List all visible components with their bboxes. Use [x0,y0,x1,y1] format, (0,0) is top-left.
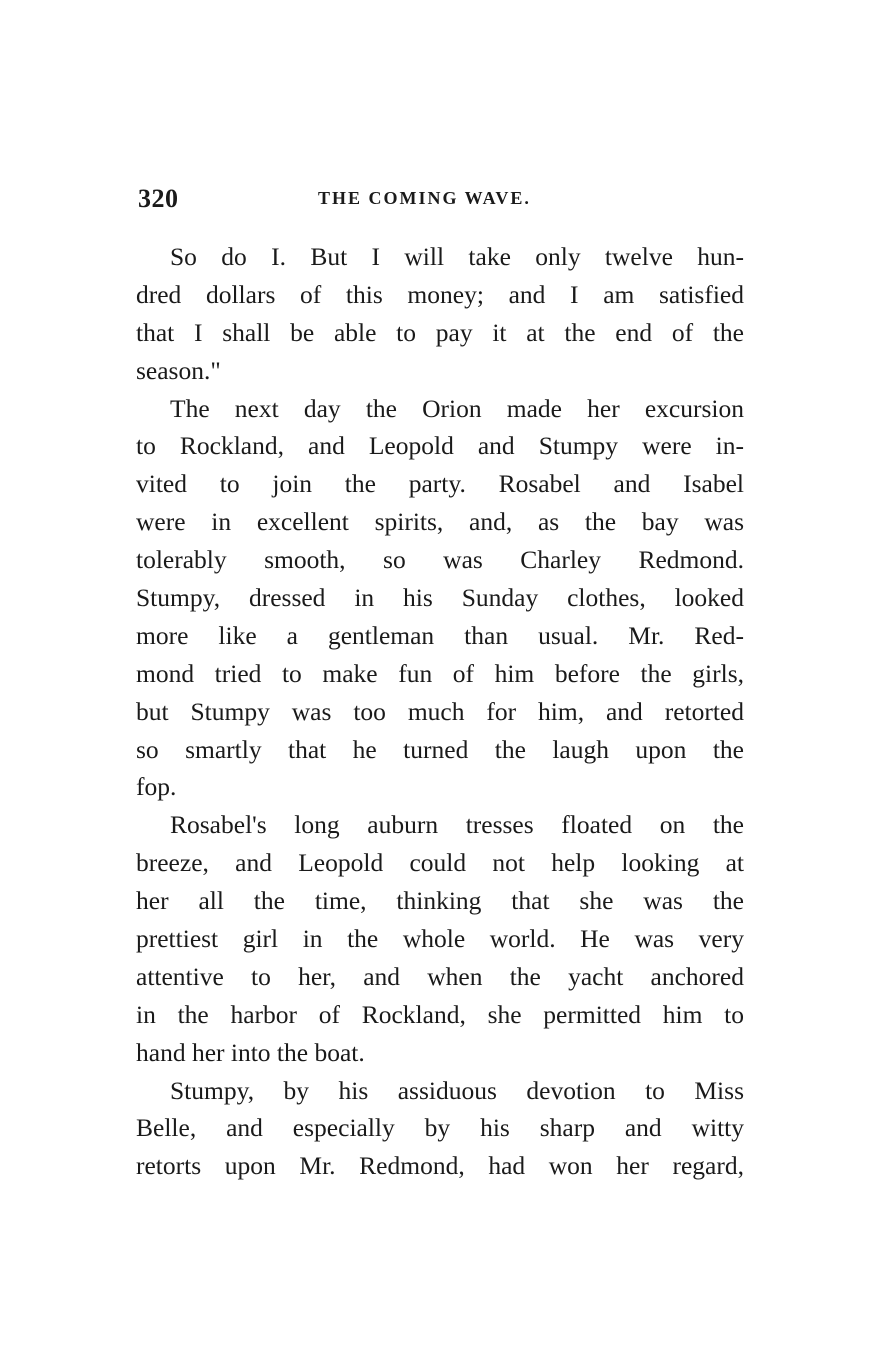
text-line: season." [136,355,221,385]
text-line: but Stumpy was too much for him, and retorted [136,696,744,726]
text-line: Stumpy, by his assiduous devotion to Miss [170,1075,744,1105]
running-head [136,184,744,220]
text-line: hand her into the boat. [136,1037,365,1067]
text-line: so smartly that he turned the laugh upon the [136,734,744,764]
text-line: attentive to her, and when the yacht anchored [136,961,744,991]
paragraph [136,238,744,390]
text-line: breeze, and Leopold could not help looking at [136,848,744,878]
paragraph [136,390,744,807]
book-page [136,184,744,1185]
text-line: to Rockland, and Leopold and Stumpy were in- [136,431,744,461]
text-line: So do I. But I will take only twelve hun- [170,242,744,271]
page-number: 320 [138,184,179,213]
text-line: The next day the Orion made her excursion [170,393,744,423]
text-line: Stumpy, dressed in his Sunday clothes, looked [136,583,744,613]
text-line: prettiest girl in the whole world. He was very [136,924,744,954]
text-line: dred dollars of this money; and I am satisfied [136,279,744,309]
text-line: Belle, and especially by his sharp and witty [136,1113,744,1143]
body-text [136,238,744,1185]
text-line: vited to join the party. Rosabel and Isabel [136,469,744,499]
text-line: tolerably smooth, so was Charley Redmond. [136,545,744,575]
paragraph [136,1072,744,1186]
text-line: that I shall be able to pay it at the end of the [136,317,744,347]
text-line: were in excellent spirits, and, as the bay was [136,507,744,537]
text-line: fop. [136,772,177,802]
text-line: more like a gentleman than usual. Mr. Red- [136,620,744,650]
text-line: mond tried to make fun of him before the girls, [136,658,744,688]
running-title: THE COMING WAVE. [318,188,531,208]
text-line: her all the time, thinking that she was the [136,886,744,916]
text-line: retorts upon Mr. Redmond, had won her regard, [136,1151,744,1181]
text-line: Rosabel's long auburn tresses floated on the [170,810,744,840]
paragraph [136,806,744,1071]
text-line: in the harbor of Rockland, she permitted him to [136,999,744,1029]
